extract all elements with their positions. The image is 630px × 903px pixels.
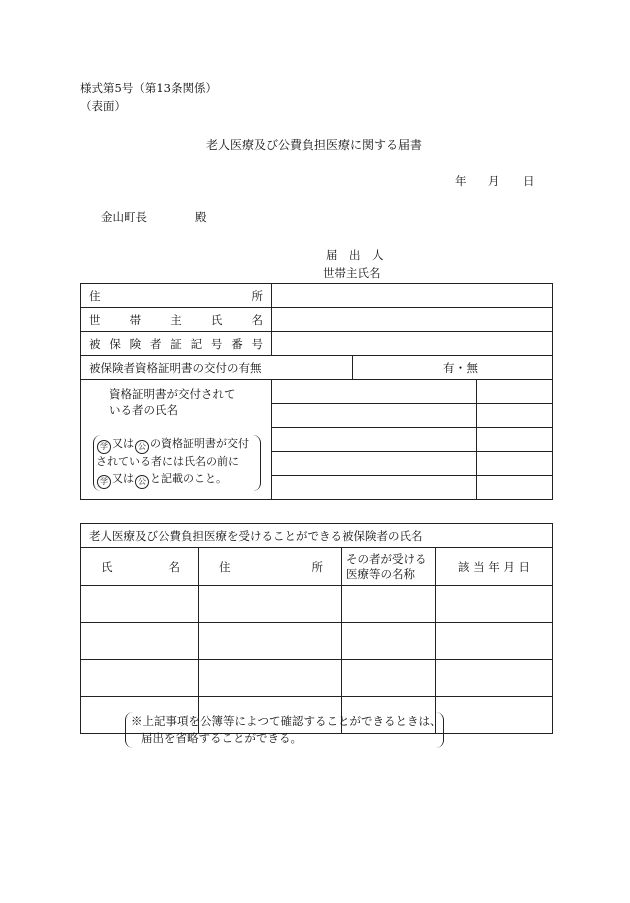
cert-holder-name-field[interactable] <box>477 452 553 476</box>
card-label-char: 保 <box>109 336 121 351</box>
separator-dot: ・ <box>454 360 467 375</box>
address-label-char: 所 <box>251 288 263 303</box>
card-label-char: 被 <box>89 336 101 351</box>
note-line1 <box>96 438 249 454</box>
table-row <box>81 660 553 697</box>
date-month-label: 月 <box>488 174 500 188</box>
table-row <box>81 623 553 660</box>
card-label-char: 者 <box>149 336 162 351</box>
cert-holder-name-field[interactable] <box>477 428 553 452</box>
cert-holder-label-line2: いる者の氏名 <box>109 403 178 417</box>
date-day-label: 日 <box>523 174 535 188</box>
honorific: 殿 <box>195 210 207 224</box>
cert-holder-label-cell <box>81 380 272 500</box>
facility-cell[interactable] <box>342 660 436 697</box>
name-cell[interactable] <box>81 623 199 660</box>
name-cell[interactable] <box>81 586 199 623</box>
card-label-char: 号 <box>210 336 223 351</box>
facility-cell[interactable] <box>342 586 436 623</box>
note-line2: されている者には氏名の前に <box>96 455 239 468</box>
cert-holder-name-field[interactable] <box>477 380 553 404</box>
note-text: の資格証明書が交付 <box>150 437 249 450</box>
cert-holder-name-field[interactable] <box>272 380 477 404</box>
footnote-line1: ※上記事項を公簿等によつて確認することができるときは、 <box>131 714 442 728</box>
stamp-kou-icon: 公 <box>135 475 149 489</box>
note-text: 又は <box>112 472 134 485</box>
col-header-name <box>81 548 199 586</box>
col-name-char: 名 <box>168 559 180 574</box>
date-year-label: 年 <box>455 174 467 188</box>
col-name-char: 氏 <box>101 559 113 574</box>
card-label-char: 険 <box>129 336 142 351</box>
householder-label-char: 氏 <box>210 312 223 327</box>
col-address-char: 住 <box>219 559 231 574</box>
card-label-char: 号 <box>251 336 263 351</box>
table-row <box>81 586 553 623</box>
name-cell[interactable] <box>81 660 199 697</box>
note-text: 又は <box>112 437 134 450</box>
note-line3 <box>96 473 227 489</box>
document-title: 老人医療及び公費負担医療に関する届書 <box>206 138 423 152</box>
cert-holder-name-field[interactable] <box>272 476 477 500</box>
card-label-char: 番 <box>231 336 243 351</box>
cert-holder-name-field[interactable] <box>477 404 553 428</box>
footnote-line2: 届出を省略することができる。 <box>141 731 302 745</box>
householder-name-field[interactable] <box>272 308 553 332</box>
applicant-label: 届 出 人 <box>326 248 384 262</box>
householder-name-label-cell <box>81 308 272 332</box>
form-side-label: （表面） <box>80 99 126 113</box>
householder-label-char: 世 <box>89 312 101 327</box>
date-cell[interactable] <box>436 623 553 660</box>
cert-holder-name-field[interactable] <box>272 428 477 452</box>
address-field[interactable] <box>272 284 553 308</box>
eligible-insured-table <box>80 523 553 734</box>
address-cell[interactable] <box>199 623 342 660</box>
address-cell[interactable] <box>199 586 342 623</box>
address-label-char: 住 <box>89 288 101 303</box>
form-number: 様式第5号（第13条関係） <box>80 81 217 95</box>
stamp-gaku-icon: 学 <box>97 440 111 454</box>
address-cell[interactable] <box>199 660 342 697</box>
col-header-address <box>199 548 342 586</box>
insured-card-number-label-cell <box>81 332 272 356</box>
cert-issue-choice <box>353 356 553 380</box>
card-label-char: 証 <box>170 336 182 351</box>
date-cell[interactable] <box>436 697 553 734</box>
householder-name-label: 世帯主氏名 <box>323 266 381 280</box>
no-option[interactable]: 無 <box>466 360 478 375</box>
eligible-section-title: 老人医療及び公費負担医療を受けることができる被保険者の氏名 <box>81 524 553 548</box>
addressee: 金山町長 <box>101 210 147 224</box>
householder-label-char: 主 <box>170 312 182 327</box>
householder-label-char: 名 <box>251 312 263 327</box>
cert-holder-name-field[interactable] <box>272 404 477 428</box>
col-header-facility <box>342 548 436 586</box>
col-address-char: 所 <box>311 559 323 574</box>
stamp-gaku-icon: 学 <box>97 475 111 489</box>
householder-label-char: 帯 <box>129 312 142 327</box>
cert-issue-label: 被保険者資格証明書の交付の有無 <box>81 356 353 380</box>
date-cell[interactable] <box>436 586 553 623</box>
cert-holder-label-line1: 資格証明書が交付されて <box>109 387 236 401</box>
household-info-table <box>80 283 553 500</box>
note-text: と記載のこと。 <box>150 472 227 485</box>
date-cell[interactable] <box>436 660 553 697</box>
cert-holder-name-field[interactable] <box>477 476 553 500</box>
facility-cell[interactable] <box>342 623 436 660</box>
insured-card-number-field[interactable] <box>272 332 553 356</box>
cert-holder-name-field[interactable] <box>272 452 477 476</box>
card-label-char: 記 <box>190 336 203 351</box>
col-header-date: 該 当 年 月 日 <box>436 548 553 586</box>
col-facility-line2: 医療等の名称 <box>346 566 415 581</box>
address-label-cell <box>81 284 272 308</box>
yes-option[interactable]: 有 <box>443 360 455 375</box>
stamp-kou-icon: 公 <box>135 440 149 454</box>
col-facility-line1: その者が受ける <box>346 551 427 566</box>
